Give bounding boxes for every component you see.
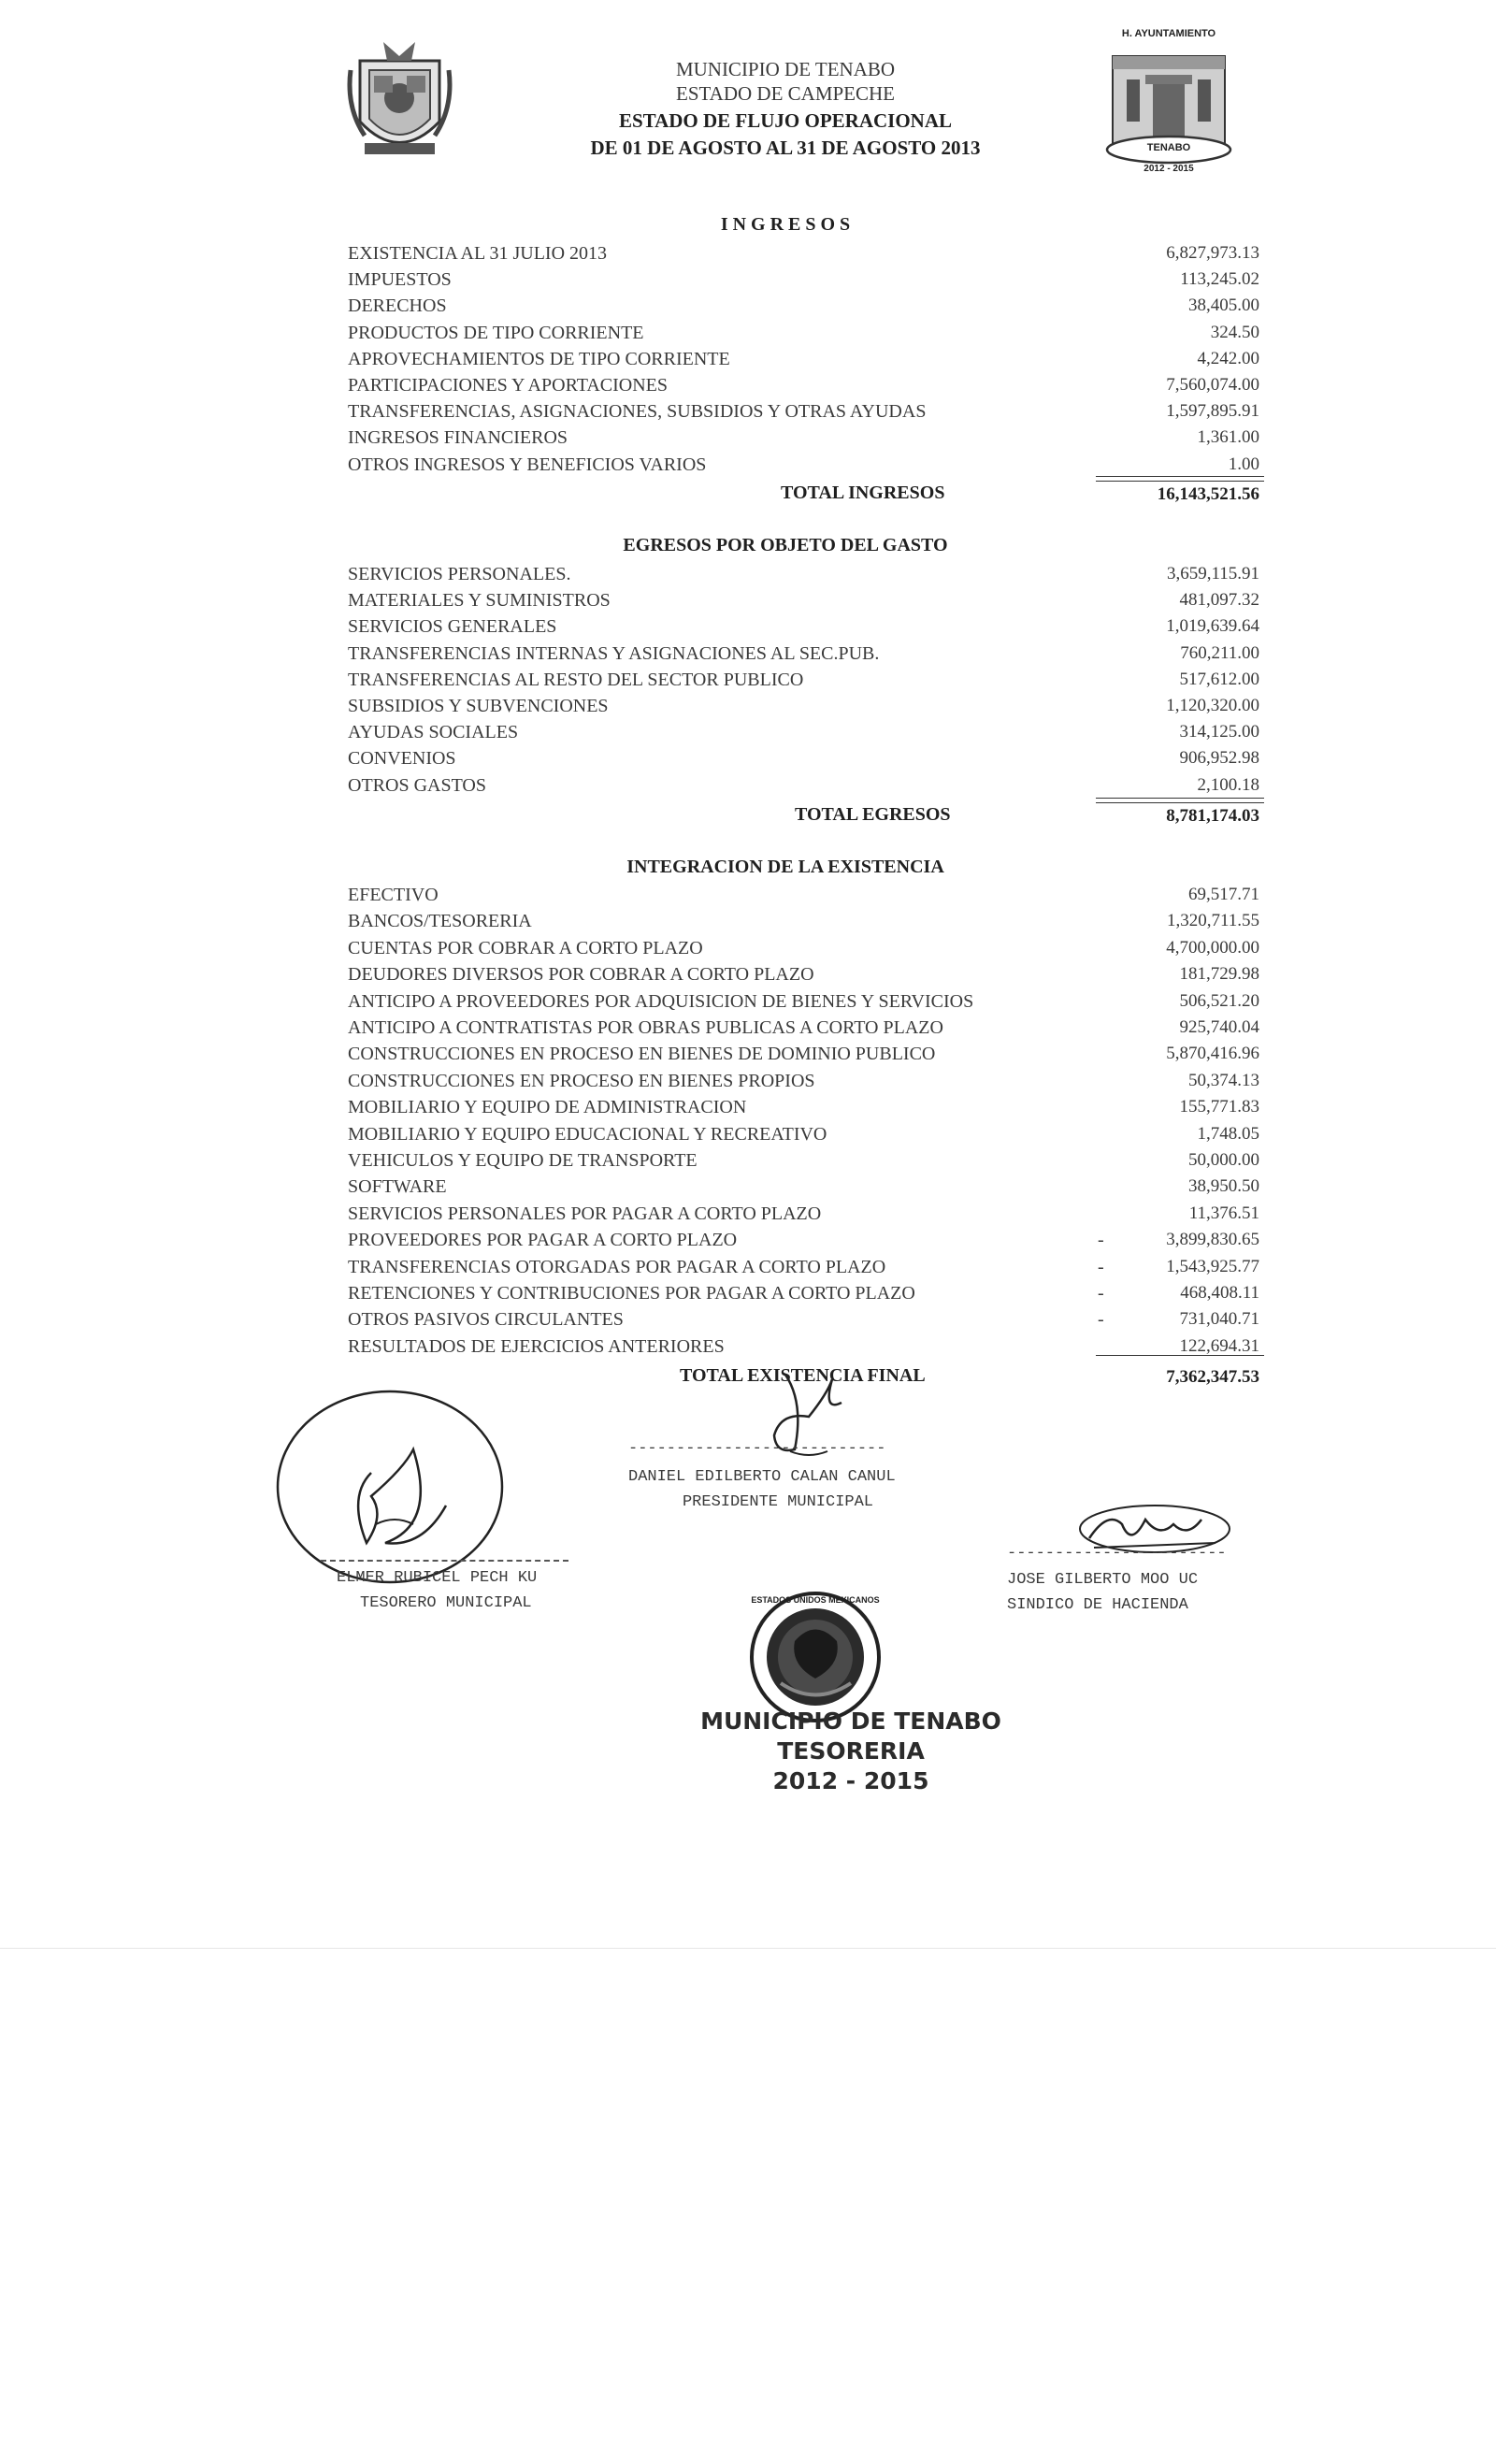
- treasurer-title: TESORERO MUNICIPAL: [360, 1594, 532, 1612]
- integracion-row-label: RETENCIONES Y CONTRIBUCIONES POR PAGAR A CORTO PLAZO: [348, 1283, 915, 1304]
- ingresos-row: [348, 293, 1259, 319]
- ingresos-row-amount: 113,245.02: [1180, 269, 1259, 290]
- ingresos-total-label: TOTAL INGRESOS: [781, 483, 945, 503]
- ingresos-row: [348, 398, 1259, 425]
- ingresos-row-label: IMPUESTOS: [348, 269, 452, 291]
- integracion-total-amount: 7,362,347.53: [1166, 1367, 1259, 1387]
- integracion-row: [348, 935, 1259, 961]
- municipality-name: MUNICIPIO DE TENABO: [675, 58, 896, 80]
- integracion-row: [348, 1201, 1259, 1227]
- integracion-row-label: RESULTADOS DE EJERCICIOS ANTERIORES: [348, 1335, 725, 1357]
- integracion-title: INTEGRACION DE LA EXISTENCIA: [626, 857, 944, 877]
- egresos-row-label: TRANSFERENCIAS AL RESTO DEL SECTOR PUBLICO: [348, 669, 804, 690]
- ingresos-row-amount: 4,242.00: [1197, 348, 1259, 368]
- integracion-row-label: CONSTRUCCIONES EN PROCESO EN BIENES DE DOMINIO PUBLICO: [348, 1044, 936, 1065]
- egresos-row: [348, 719, 1259, 745]
- integracion-row-amount: 1,320,711.55: [1166, 911, 1259, 931]
- syndic-title: SINDICO DE HACIENDA: [1007, 1596, 1188, 1614]
- ingresos-row-amount: 1,597,895.91: [1166, 401, 1259, 422]
- left-signature-circle: [273, 1384, 507, 1594]
- egresos-row-amount: 517,612.00: [1179, 669, 1259, 689]
- integracion-row-label: MOBILIARIO Y EQUIPO EDUCACIONAL Y RECREATIVO: [348, 1123, 827, 1145]
- egresos-total-label: TOTAL EGRESOS: [795, 804, 951, 825]
- state-name: ESTADO DE CAMPECHE: [676, 82, 895, 105]
- integracion-row-amount: 122,694.31: [1179, 1335, 1259, 1356]
- integracion-row-amount: 3,899,830.65: [1166, 1230, 1259, 1250]
- integracion-row: [348, 882, 1259, 908]
- ingresos-row: [348, 425, 1259, 451]
- egresos-row: [348, 613, 1259, 640]
- ingresos-row: [348, 372, 1259, 398]
- integracion-row-label: SERVICIOS PERSONALES POR PAGAR A CORTO PLAZO: [348, 1203, 822, 1224]
- integracion-total-label: TOTAL EXISTENCIA FINAL: [680, 1365, 926, 1386]
- integracion-row: [348, 988, 1259, 1015]
- ingresos-row: [348, 240, 1259, 267]
- ingresos-row: [348, 452, 1259, 478]
- integracion-row-amount: 925,740.04: [1179, 1017, 1259, 1037]
- integracion-row-amount: 38,950.50: [1188, 1176, 1259, 1197]
- ingresos-row-amount: 38,405.00: [1188, 295, 1259, 316]
- president-title: PRESIDENTE MUNICIPAL: [682, 1493, 874, 1511]
- ingresos-row-amount: 1.00: [1228, 454, 1259, 474]
- ingresos-row: [348, 320, 1259, 346]
- integracion-row-amount: 11,376.51: [1188, 1203, 1259, 1223]
- integracion-row-amount: 5,870,416.96: [1166, 1044, 1259, 1064]
- ingresos-total-rule-2: [1096, 481, 1264, 482]
- integracion-row: [348, 1121, 1259, 1147]
- egresos-row: [348, 772, 1259, 799]
- egresos-row-label: SERVICIOS PERSONALES.: [348, 564, 571, 584]
- integracion-row-amount: 1,748.05: [1197, 1123, 1259, 1144]
- report-period: DE 01 DE AGOSTO AL 31 DE AGOSTO 2013: [590, 137, 981, 159]
- egresos-row: [348, 641, 1259, 667]
- ingresos-row-label: PRODUCTOS DE TIPO CORRIENTE: [348, 322, 644, 343]
- report-title: ESTADO DE FLUJO OPERACIONAL: [618, 109, 953, 132]
- integracion-row: [348, 1015, 1259, 1041]
- integracion-row: [348, 1041, 1259, 1067]
- ingresos-row-label: TRANSFERENCIAS, ASIGNACIONES, SUBSIDIOS Y OTRAS AYUDAS: [348, 401, 927, 423]
- integracion-row-label: VEHICULOS Y EQUIPO DE TRANSPORTE: [348, 1150, 698, 1171]
- integracion-row-negative-mark: -: [1098, 1283, 1104, 1304]
- integracion-row: [348, 1068, 1259, 1094]
- egresos-row-amount: 314,125.00: [1179, 722, 1259, 742]
- ingresos-row-amount: 1,361.00: [1197, 427, 1259, 448]
- ingresos-row-label: OTROS INGRESOS Y BENEFICIOS VARIOS: [348, 454, 707, 475]
- egresos-total-rule: [1096, 798, 1264, 799]
- treasurer-name: ELMER RUBICEL PECH KU: [337, 1569, 538, 1587]
- treasurer-signature-line: [321, 1560, 568, 1562]
- page-scan-edge: [0, 1948, 1496, 1949]
- integracion-row-amount: 181,729.98: [1179, 964, 1259, 985]
- egresos-row-amount: 760,211.00: [1180, 642, 1259, 663]
- egresos-row-label: TRANSFERENCIAS INTERNAS Y ASIGNACIONES AL SEC.PUB.: [348, 642, 880, 664]
- egresos-row-label: SERVICIOS GENERALES: [348, 616, 557, 638]
- logo-years-text: 2012 - 2015: [1144, 164, 1194, 174]
- egresos-row-label: CONVENIOS: [348, 748, 456, 770]
- ingresos-total-amount: 16,143,521.56: [1157, 484, 1259, 504]
- integracion-row-amount: 69,517.71: [1188, 885, 1259, 904]
- integracion-row-negative-mark: -: [1098, 1230, 1104, 1251]
- integracion-row-amount: 506,521.20: [1179, 990, 1259, 1011]
- integracion-row-label: MOBILIARIO Y EQUIPO DE ADMINISTRACION: [348, 1097, 747, 1118]
- ingresos-row-label: EXISTENCIA AL 31 JULIO 2013: [348, 243, 608, 264]
- ingresos-row-label: INGRESOS FINANCIEROS: [348, 427, 568, 449]
- egresos-total-rule-2: [1096, 802, 1264, 803]
- integracion-row-label: ANTICIPO A CONTRATISTAS POR OBRAS PUBLICAS A CORTO PLAZO: [348, 1017, 943, 1038]
- egresos-row: [348, 693, 1259, 719]
- egresos-row: [348, 667, 1259, 693]
- integracion-row: [348, 1254, 1259, 1280]
- ingresos-row-label: APROVECHAMIENTOS DE TIPO CORRIENTE: [348, 348, 730, 369]
- integracion-row-label: ANTICIPO A PROVEEDORES POR ADQUISICION DE BIENES Y SERVICIOS: [348, 990, 974, 1012]
- egresos-row: [348, 561, 1259, 587]
- integracion-row-label: CONSTRUCCIONES EN PROCESO EN BIENES PROPIOS: [348, 1070, 815, 1091]
- logo-band-text: TENABO: [1146, 142, 1191, 153]
- integracion-row-amount: 731,040.71: [1179, 1309, 1259, 1330]
- ingresos-row-label: DERECHOS: [348, 295, 447, 317]
- integracion-row: [348, 1280, 1259, 1306]
- ingresos-row-amount: 7,560,074.00: [1166, 375, 1259, 395]
- syndic-signature-line: -----------------------: [1007, 1545, 1227, 1563]
- integracion-row-amount: 50,000.00: [1188, 1150, 1259, 1170]
- seal-municipality: MUNICIPIO DE TENABO: [700, 1708, 1001, 1735]
- ingresos-row: [348, 267, 1259, 293]
- ingresos-title: I N G R E S O S: [720, 214, 851, 235]
- integracion-row-label: EFECTIVO: [348, 885, 439, 905]
- integracion-row-negative-mark: -: [1098, 1309, 1104, 1331]
- integracion-row-amount: 1,543,925.77: [1166, 1256, 1259, 1276]
- seal-years: 2012 - 2015: [772, 1767, 929, 1794]
- egresos-row-amount: 2,100.18: [1197, 774, 1259, 795]
- integracion-row: [348, 1147, 1259, 1174]
- integracion-row-label: BANCOS/TESORERIA: [348, 911, 532, 932]
- integracion-row: [348, 1174, 1259, 1200]
- integracion-row-label: DEUDORES DIVERSOS POR COBRAR A CORTO PLAZO: [348, 964, 814, 986]
- integracion-row-label: CUENTAS POR COBRAR A CORTO PLAZO: [348, 937, 703, 958]
- integracion-row: [348, 961, 1259, 987]
- president-name: DANIEL EDILBERTO CALAN CANUL: [628, 1468, 896, 1486]
- egresos-row-label: AYUDAS SOCIALES: [348, 722, 519, 743]
- egresos-row-amount: 1,019,639.64: [1166, 616, 1259, 637]
- egresos-row-label: OTROS GASTOS: [348, 774, 486, 796]
- integracion-row: [348, 1094, 1259, 1120]
- egresos-row-amount: 1,120,320.00: [1166, 696, 1259, 715]
- integracion-row-label: TRANSFERENCIAS OTORGADAS POR PAGAR A CORTO PLAZO: [348, 1256, 886, 1277]
- seal-ring-text: ESTADOS UNIDOS MEXICANOS: [751, 1595, 880, 1605]
- integracion-row-amount: 468,408.11: [1180, 1283, 1259, 1303]
- integracion-row-negative-mark: -: [1098, 1256, 1104, 1277]
- president-signature-line: ---------------------------: [628, 1440, 886, 1458]
- egresos-title: EGRESOS POR OBJETO DEL GASTO: [623, 535, 948, 555]
- national-seal: [748, 1590, 884, 1725]
- egresos-row: [348, 587, 1259, 613]
- integracion-row-label: SOFTWARE: [348, 1176, 447, 1198]
- integracion-row-amount: 4,700,000.00: [1166, 937, 1259, 958]
- egresos-row: [348, 745, 1259, 771]
- ingresos-row-amount: 324.50: [1210, 322, 1259, 342]
- egresos-total-amount: 8,781,174.03: [1166, 806, 1259, 826]
- integracion-row-label: PROVEEDORES POR PAGAR A CORTO PLAZO: [348, 1230, 738, 1251]
- logo-top-text: H. AYUNTAMIENTO: [1121, 28, 1216, 39]
- seal-department: TESORERIA: [777, 1737, 925, 1765]
- egresos-row-label: SUBSIDIOS Y SUBVENCIONES: [348, 696, 609, 716]
- egresos-row-amount: 481,097.32: [1179, 590, 1259, 611]
- integracion-row: [348, 1227, 1259, 1253]
- integracion-row: [348, 1306, 1259, 1333]
- integracion-row-amount: 50,374.13: [1188, 1070, 1259, 1090]
- ingresos-row: [348, 346, 1259, 372]
- egresos-row-amount: 3,659,115.91: [1166, 564, 1259, 584]
- integracion-total-rule: [1096, 1355, 1264, 1356]
- ingresos-row-label: PARTICIPACIONES Y APORTACIONES: [348, 375, 668, 396]
- integracion-row-amount: 155,771.83: [1179, 1097, 1259, 1117]
- integracion-row-label: OTROS PASIVOS CIRCULANTES: [348, 1309, 624, 1331]
- ingresos-row-amount: 6,827,973.13: [1166, 243, 1259, 263]
- integracion-row: [348, 908, 1259, 934]
- egresos-row-amount: 906,952.98: [1179, 748, 1259, 769]
- syndic-name: JOSE GILBERTO MOO UC: [1007, 1571, 1199, 1589]
- egresos-row-label: MATERIALES Y SUMINISTROS: [348, 590, 611, 612]
- ingresos-total-rule: [1096, 476, 1264, 477]
